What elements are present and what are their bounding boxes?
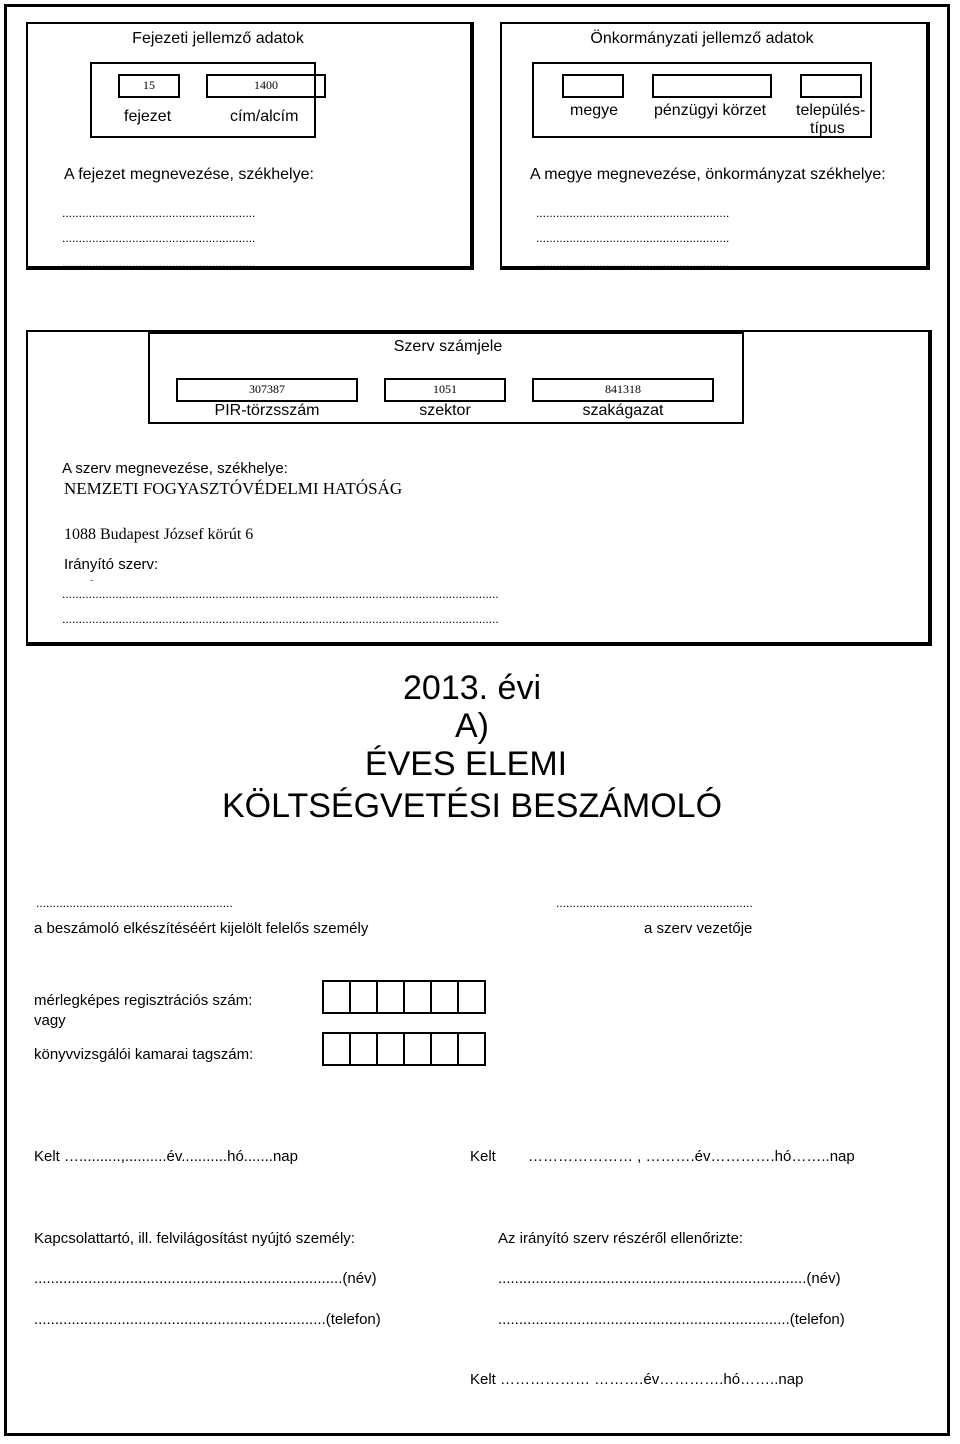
- right-date-label: Kelt: [470, 1148, 496, 1165]
- registration-label-3: könyvvizsgálói kamarai tagszám:: [34, 1046, 254, 1063]
- right-date-line[interactable]: ………………… , ……….év………….hó……..nap: [528, 1148, 855, 1165]
- registration-digit[interactable]: [430, 980, 459, 1014]
- report-title-line1: ÉVES ELEMI: [364, 745, 568, 783]
- registration-number-grid[interactable]: [322, 980, 484, 1014]
- report-year: 2013. évi: [403, 669, 541, 707]
- registration-digit[interactable]: [349, 980, 378, 1014]
- megye-label: megye: [570, 102, 619, 119]
- iranyito-value: -: [90, 575, 94, 586]
- tipus-label-1: település-: [796, 102, 866, 119]
- szektor-label: szektor: [419, 402, 471, 419]
- szakagazat-value[interactable]: 841318: [532, 378, 714, 402]
- chamber-digit[interactable]: [403, 1032, 432, 1066]
- contact-left-name[interactable]: ..........................................................................(név): [34, 1270, 377, 1287]
- contact-right-label: Az irányító szerv részéről ellenőrizte:: [498, 1230, 744, 1247]
- fejezet-name-label: A fejezet megnevezése, székhelye:: [64, 166, 314, 183]
- registration-digit[interactable]: [322, 980, 351, 1014]
- right-signature-label: a szerv vezetője: [644, 920, 753, 937]
- onkormanyzat-code-box: [532, 62, 872, 138]
- tipus-value[interactable]: [800, 74, 862, 98]
- szerv-code-box: [148, 332, 744, 424]
- contact-right-phone[interactable]: ......................................................................(telefon): [498, 1311, 845, 1328]
- fejezet-value[interactable]: 15: [118, 74, 180, 98]
- chamber-digit[interactable]: [376, 1032, 405, 1066]
- contact-left-label: Kapcsolattartó, ill. felvilágosítást nyújtó személy:: [34, 1230, 355, 1247]
- megye-dots-2: ..........................................................: [536, 231, 730, 245]
- registration-digit[interactable]: [376, 980, 405, 1014]
- szerv-panel: [26, 330, 932, 646]
- szerv-address-value: 1088 Budapest József körút 6: [64, 526, 254, 543]
- korzet-value[interactable]: [652, 74, 772, 98]
- registration-label-2: vagy: [34, 1012, 66, 1029]
- megye-dots-1: ..........................................................: [536, 206, 730, 220]
- megye-dots-3: ..........................................................: [536, 256, 730, 270]
- onkormanyzat-panel-header: Önkormányzati jellemző adatok: [590, 30, 814, 47]
- registration-label-1: mérlegképes regisztrációs szám:: [34, 992, 253, 1009]
- fejezet-dots-3: ..........................................................: [62, 256, 256, 270]
- registration-digit[interactable]: [457, 980, 486, 1014]
- report-title-line2: KÖLTSÉGVETÉSI BESZÁMOLÓ: [221, 787, 723, 825]
- fejezet-dots-1: ..........................................................: [62, 206, 256, 220]
- cim-label: cím/alcím: [230, 108, 299, 125]
- szakagazat-label: szakágazat: [582, 402, 664, 419]
- fejezet-panel: [26, 22, 474, 270]
- fejezet-label: fejezet: [124, 108, 172, 125]
- bottom-date-line[interactable]: Kelt ……………… ……….év………….hó……..nap: [470, 1371, 804, 1388]
- fejezet-dots-2: ..........................................................: [62, 231, 256, 245]
- szerv-dots-2: ...................................................................................................................................: [62, 612, 499, 626]
- szektor-value[interactable]: 1051: [384, 378, 506, 402]
- megye-value[interactable]: [562, 74, 624, 98]
- left-signature-label: a beszámoló elkészítéséért kijelölt felelős személy: [34, 920, 369, 937]
- szerv-header: Szerv számjele: [393, 338, 503, 355]
- szerv-dots-1: ...................................................................................................................................: [62, 587, 499, 601]
- chamber-digit[interactable]: [349, 1032, 378, 1066]
- right-signature-line[interactable]: ...........................................................: [556, 896, 753, 910]
- left-signature-line[interactable]: ...........................................................: [36, 896, 233, 910]
- report-letter: A): [455, 707, 489, 745]
- korzet-label: pénzügyi körzet: [654, 102, 767, 119]
- tipus-label-2: típus: [810, 120, 845, 137]
- chamber-number-grid[interactable]: [322, 1032, 484, 1066]
- szerv-name-label: A szerv megnevezése, székhelye:: [62, 460, 288, 477]
- contact-right-name[interactable]: ..........................................................................(név): [498, 1270, 841, 1287]
- chamber-digit[interactable]: [430, 1032, 459, 1066]
- fejezet-code-box: [90, 62, 316, 138]
- left-date-line[interactable]: Kelt …..........,..........év...........hó.......nap: [34, 1148, 298, 1165]
- contact-left-phone[interactable]: ......................................................................(telefon): [34, 1311, 381, 1328]
- chamber-digit[interactable]: [457, 1032, 486, 1066]
- onkormanyzat-panel: [500, 22, 930, 270]
- pir-label: PIR-törzsszám: [214, 402, 320, 419]
- cim-value[interactable]: 1400: [206, 74, 326, 98]
- pir-value[interactable]: 307387: [176, 378, 358, 402]
- megye-name-label: A megye megnevezése, önkormányzat székhelye:: [530, 166, 886, 183]
- chamber-digit[interactable]: [322, 1032, 351, 1066]
- registration-digit[interactable]: [403, 980, 432, 1014]
- iranyito-label: Irányító szerv:: [64, 556, 159, 573]
- fejezet-panel-header: Fejezeti jellemző adatok: [132, 30, 304, 47]
- szerv-name-value: NEMZETI FOGYASZTÓVÉDELMI HATÓSÁG: [64, 479, 403, 498]
